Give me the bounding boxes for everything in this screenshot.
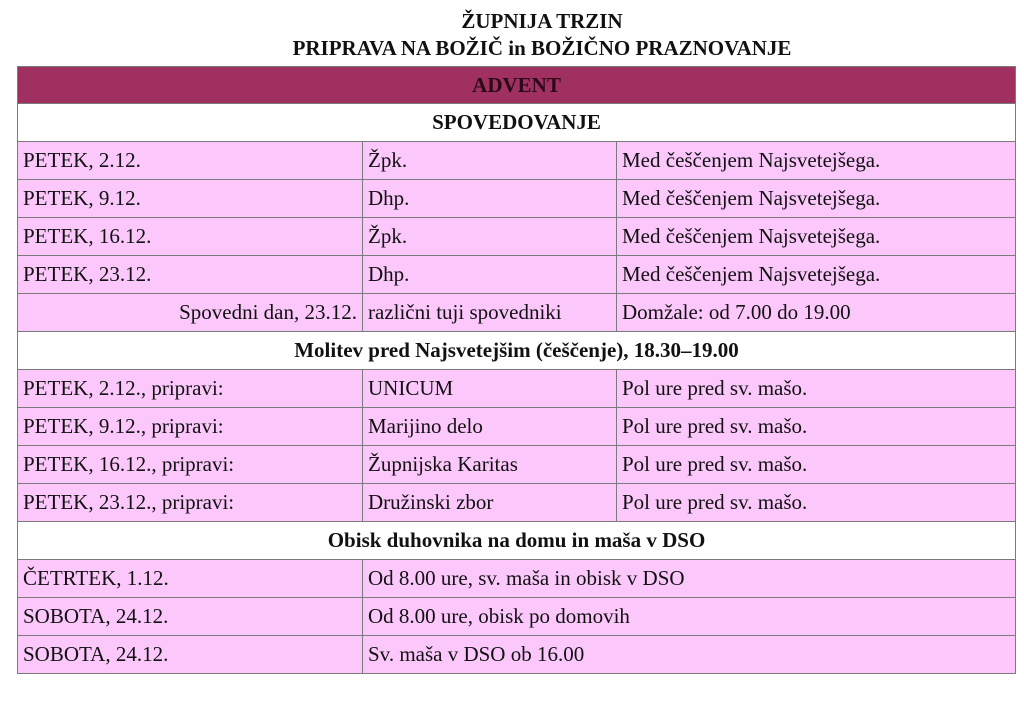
day-cell: PETEK, 2.12., pripravi: xyxy=(18,370,363,408)
note-cell: Med češčenjem Najsvetejšega. xyxy=(617,256,1016,294)
group-cell: Župnijska Karitas xyxy=(363,446,617,484)
day-cell: SOBOTA, 24.12. xyxy=(18,598,363,636)
section-heading-row xyxy=(18,332,1016,370)
table-row xyxy=(18,294,1016,332)
table-row xyxy=(18,598,1016,636)
note-cell: Pol ure pred sv. mašo. xyxy=(617,484,1016,522)
table-row xyxy=(18,636,1016,674)
confessor-cell: različni tuji spovedniki xyxy=(363,294,617,332)
group-cell: Družinski zbor xyxy=(363,484,617,522)
note-cell: Pol ure pred sv. mašo. xyxy=(617,408,1016,446)
confession-heading: SPOVEDOVANJE xyxy=(18,104,1016,142)
section-heading-row xyxy=(18,104,1016,142)
table-row xyxy=(18,370,1016,408)
table-row xyxy=(18,256,1016,294)
table-row xyxy=(18,484,1016,522)
info-cell: Sv. maša v DSO ob 16.00 xyxy=(363,636,1016,674)
section-heading-row xyxy=(18,522,1016,560)
visits-heading: Obisk duhovnika na domu in maša v DSO xyxy=(18,522,1016,560)
adoration-heading: Molitev pred Najsvetejšim (češčenje), 18.30–19.00 xyxy=(18,332,1016,370)
day-cell: PETEK, 16.12., pripravi: xyxy=(18,446,363,484)
confessor-cell: Dhp. xyxy=(363,180,617,218)
note-cell: Domžale: od 7.00 do 19.00 xyxy=(617,294,1016,332)
schedule-table xyxy=(17,66,1016,674)
day-cell: PETEK, 9.12. xyxy=(18,180,363,218)
group-cell: UNICUM xyxy=(363,370,617,408)
table-row xyxy=(18,142,1016,180)
parish-title: ŽUPNIJA TRZIN xyxy=(461,9,623,33)
table-row xyxy=(18,408,1016,446)
document-title: PRIPRAVA NA BOŽIČ in BOŽIČNO PRAZNOVANJE xyxy=(292,36,792,60)
table-row xyxy=(18,218,1016,256)
note-cell: Pol ure pred sv. mašo. xyxy=(617,370,1016,408)
day-cell: SOBOTA, 24.12. xyxy=(18,636,363,674)
note-cell: Med češčenjem Najsvetejšega. xyxy=(617,218,1016,256)
confessor-cell: Žpk. xyxy=(363,142,617,180)
note-cell: Pol ure pred sv. mašo. xyxy=(617,446,1016,484)
confessor-cell: Žpk. xyxy=(363,218,617,256)
day-cell: PETEK, 23.12., pripravi: xyxy=(18,484,363,522)
day-cell: Spovedni dan, 23.12. xyxy=(18,294,363,332)
day-cell: PETEK, 16.12. xyxy=(18,218,363,256)
day-cell: ČETRTEK, 1.12. xyxy=(18,560,363,598)
table-row xyxy=(18,446,1016,484)
day-cell: PETEK, 23.12. xyxy=(18,256,363,294)
info-cell: Od 8.00 ure, sv. maša in obisk v DSO xyxy=(363,560,1016,598)
note-cell: Med češčenjem Najsvetejšega. xyxy=(617,142,1016,180)
advent-band-row xyxy=(18,67,1016,104)
advent-heading: ADVENT xyxy=(18,67,1016,104)
group-cell: Marijino delo xyxy=(363,408,617,446)
note-cell: Med češčenjem Najsvetejšega. xyxy=(617,180,1016,218)
table-row xyxy=(18,180,1016,218)
info-cell: Od 8.00 ure, obisk po domovih xyxy=(363,598,1016,636)
day-cell: PETEK, 2.12. xyxy=(18,142,363,180)
confessor-cell: Dhp. xyxy=(363,256,617,294)
table-row xyxy=(18,560,1016,598)
day-cell: PETEK, 9.12., pripravi: xyxy=(18,408,363,446)
